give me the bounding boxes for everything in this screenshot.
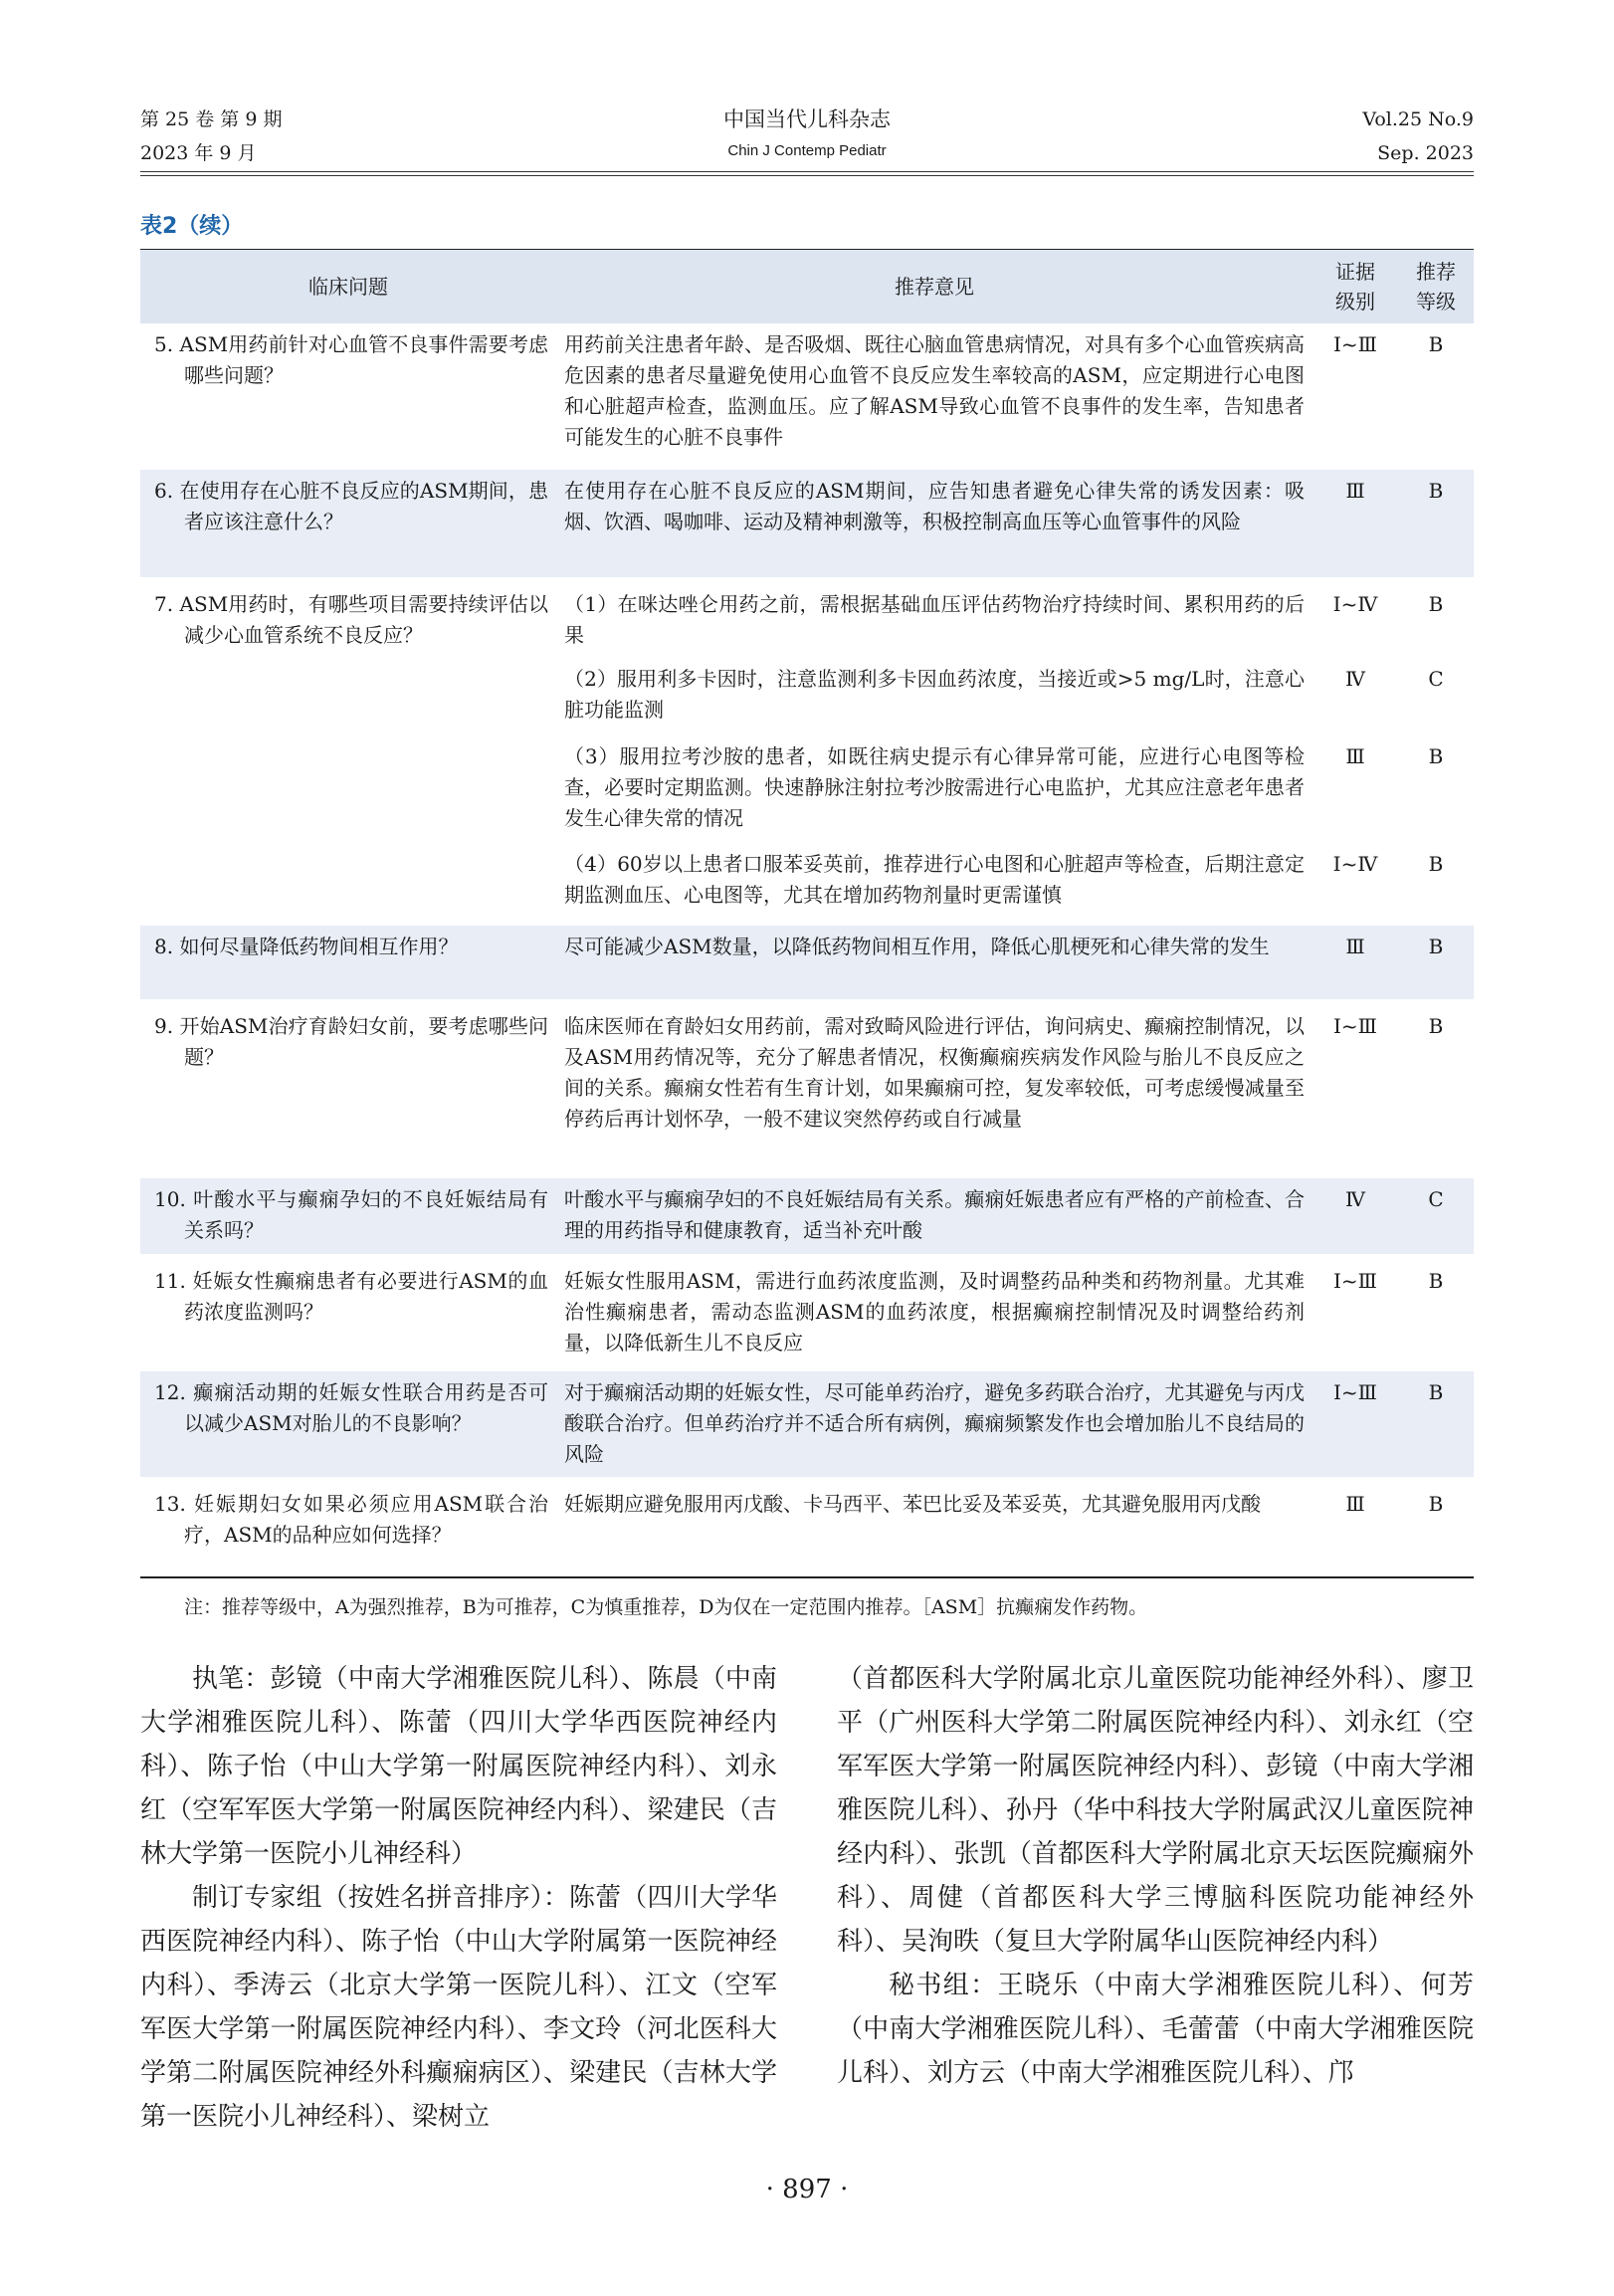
evidence-cell: Ⅲ <box>1345 744 1365 768</box>
evidence-cell: Ⅰ~Ⅲ <box>1312 1002 1398 1175</box>
recommendation-cell: 妊娠女性服用ASM，需进行血药浓度监测，及时调整药品种类和药物剂量。尤其难治性癫痫患者，需动态监测ASM的血药浓度，根据癫痫控制情况及时调整给药剂量，以降低新生儿不良反应 <box>556 1257 1312 1368</box>
question-cell: 12. 癫痫活动期的妊娠女性联合用药是否可以减少ASM对胎儿的不良影响？ <box>154 1380 548 1435</box>
evidence-cell: Ⅰ~Ⅲ <box>1333 332 1377 356</box>
table-row <box>140 323 1474 467</box>
evidence-cell: Ⅰ~Ⅲ <box>1312 1368 1398 1480</box>
table-row <box>140 1480 1474 1560</box>
question-cell: 11. 妊娠女性癫痫患者有必要进行ASM的血药浓度监测吗？ <box>154 1269 548 1324</box>
header-grade: 推荐 等级 <box>1398 250 1474 323</box>
table-row <box>140 580 1474 658</box>
header-rule <box>140 171 1474 172</box>
grade-cell: B <box>1398 580 1474 658</box>
grade-cell: B <box>1398 1480 1474 1560</box>
table-row <box>140 1257 1474 1368</box>
secretariat-paragraph: 秘书组：王晓乐（中南大学湘雅医院儿科）、何芳（中南大学湘雅医院儿科）、毛蕾蕾（中南大学湘雅医院儿科）、刘方云（中南大学湘雅医院儿科）、邝 <box>837 1971 1474 2088</box>
recommendation-cell: 叶酸水平与癫痫孕妇的不良妊娠结局有关系。癫痫妊娠患者应有严格的产前检查、合理的用药指导和健康教育，适当补充叶酸 <box>556 1175 1312 1257</box>
expert-group-continued: （首都医科大学附属北京儿童医院功能神经外科）、廖卫平（广州医科大学第二附属医院神经内科）、刘永红（空军军医大学第一附属医院神经内科）、彭镜（中南大学湘雅医院儿科）、孙丹（华中科技大学附属武汉儿童医院神经内科）、张凯（首都医科大学附属北京天坛医院癫痫外科）、周健（首都医科大学三博脑科医院功能神经外科）、吴洵昳（复旦大学附属华山医院神经内科） <box>837 1664 1474 1957</box>
recommendation-cell: 尽可能减少ASM数量，以降低药物间相互作用，降低心肌梗死和心律失常的发生 <box>556 923 1312 1002</box>
evidence-cell: Ⅳ <box>1312 1175 1398 1257</box>
authors-paragraph: 执笔：彭镜（中南大学湘雅医院儿科）、陈晨（中南大学湘雅医院儿科）、陈蕾（四川大学华西医院神经内科）、陈子怡（中山大学第一附属医院神经内科）、刘永红（空军军医大学第一附属医院神经内科）、梁建民（吉林大学第一医院小儿神经科） <box>140 1664 777 1869</box>
question-cell: 10. 叶酸水平与癫痫孕妇的不良妊娠结局有关系吗？ <box>154 1187 548 1242</box>
grade-cell: C <box>1398 1175 1474 1257</box>
evidence-cell: Ⅳ <box>1345 667 1365 691</box>
recommendation-cell: （4）60岁以上患者口服苯妥英前，推荐进行心电图和心脏超声等检查，后期注意定期监测血压、心电图等，尤其在增加药物剂量时更需谨慎 <box>564 852 1305 907</box>
evidence-cell: Ⅲ <box>1312 467 1398 580</box>
table-row <box>140 467 1474 580</box>
recommendation-cell: （3）服用拉考沙胺的患者，如既往病史提示有心律异常可能，应进行心电图等检查，必要时定期监测。快速静脉注射拉考沙胺需进行心电监护，尤其应注意老年患者发生心律失常的情况 <box>564 744 1305 830</box>
body-right-column <box>837 1657 1474 2095</box>
question-cell: 8. 如何尽量降低药物间相互作用？ <box>154 935 459 958</box>
evidence-cell: Ⅰ~Ⅲ <box>1312 1257 1398 1368</box>
recommendation-cell: 妊娠期应避免服用丙戊酸、卡马西平、苯巴比妥及苯妥英，尤其避免服用丙戊酸 <box>556 1480 1312 1560</box>
recommendation-cell: （2）服用利多卡因时，注意监测利多卡因血药浓度，当接近或>5 mg/L时，注意心脏功能监测 <box>564 667 1305 722</box>
journal-title-en: Chin J Contemp Pediatr <box>727 142 887 159</box>
journal-title: 中国当代儿科杂志 <box>723 107 891 131</box>
recommendation-cell: 在使用存在心脏不良反应的ASM期间，应告知患者避免心律失常的诱发因素：吸烟、饮酒、喝咖啡、运动及精神刺激等，积极控制高血压等心血管事件的风险 <box>556 467 1312 580</box>
evidence-cell: Ⅲ <box>1312 1480 1398 1560</box>
recommendation-table <box>140 250 1474 1560</box>
question-cell: 9. 开始ASM治疗育龄妇女前，要考虑哪些问题？ <box>154 1014 548 1069</box>
header-recommendation: 推荐意见 <box>556 250 1312 323</box>
grade-cell: C <box>1428 667 1444 691</box>
header-rule-thin <box>140 175 1474 176</box>
question-cell: 7. ASM用药时，有哪些项目需要持续评估以减少心血管系统不良反应？ <box>154 592 548 647</box>
grade-cell: B <box>1428 332 1444 356</box>
table-row <box>140 923 1474 1002</box>
recommendation-cell: 对于癫痫活动期的妊娠女性，尽可能单药治疗，避免多药联合治疗，尤其避免与丙戊酸联合治疗。但单药治疗并不适合所有病例，癫痫频繁发作也会增加胎儿不良结局的风险 <box>556 1368 1312 1480</box>
journal-date: 2023 年 9 月 <box>140 142 257 164</box>
grade-cell: B <box>1398 1368 1474 1480</box>
grade-cell: B <box>1428 744 1444 768</box>
expert-group-paragraph: 制订专家组（按姓名拼音排序）：陈蕾（四川大学华西医院神经内科）、陈子怡（中山大学附属第一医院神经内科）、季涛云（北京大学第一医院儿科）、江文（空军军医大学第一附属医院神经内科）、李文玲（河北医科大学第二附属医院神经外科癫痫病区）、梁建民（吉林大学第一医院小儿神经科）、梁树立 <box>140 1883 777 2132</box>
grade-cell: B <box>1398 1257 1474 1368</box>
header-evidence: 证据 级别 <box>1312 250 1398 323</box>
grade-cell: B <box>1398 467 1474 580</box>
table-bottom-rule <box>140 1576 1474 1578</box>
grade-cell: B <box>1398 1002 1474 1175</box>
question-cell: 13. 妊娠期妇女如果必须应用ASM联合治疗，ASM的品种应如何选择？ <box>154 1492 548 1547</box>
grade-cell: B <box>1428 852 1444 876</box>
table-row <box>140 1368 1474 1480</box>
evidence-cell: Ⅰ~Ⅳ <box>1312 580 1398 658</box>
body-left-column <box>140 1657 777 2139</box>
table-row <box>140 1002 1474 1175</box>
grade-cell: B <box>1398 923 1474 1002</box>
journal-date-en: Sep. 2023 <box>1377 142 1474 164</box>
header-question: 临床问题 <box>140 250 556 323</box>
question-cell: 6. 在使用存在心脏不良反应的ASM期间，患者应该注意什么？ <box>154 479 548 533</box>
recommendation-cell: （1）在咪达唑仑用药之前，需根据基础血压评估药物治疗持续时间、累积用药的后果 <box>556 580 1312 658</box>
journal-volume-issue: 第 25 卷 第 9 期 <box>140 108 283 130</box>
journal-vol-en: Vol.25 No.9 <box>1362 108 1474 130</box>
table-title: 表2（续） <box>140 214 244 239</box>
table-note: 注：推荐等级中，A为强烈推荐，B为可推荐，C为慎重推荐，D为仅在一定范围内推荐。［ASM］抗癫痫发作药物。 <box>184 1596 1148 1618</box>
question-cell: 5. ASM用药前针对心血管不良事件需要考虑哪些问题？ <box>154 332 548 387</box>
evidence-cell: Ⅲ <box>1312 923 1398 1002</box>
page-number: · 897 · <box>765 2175 849 2204</box>
evidence-cell: Ⅰ~Ⅳ <box>1332 852 1378 876</box>
table-row <box>140 1175 1474 1257</box>
recommendation-cell: 临床医师在育龄妇女用药前，需对致畸风险进行评估，询问病史、癫痫控制情况，以及ASM用药情况等，充分了解患者情况，权衡癫痫疾病发作风险与胎儿不良反应之间的关系。癫痫女性若有生育计划，如果癫痫可控，复发率较低，可考虑缓慢减量至停药后再计划怀孕，一般不建议突然停药或自行减量 <box>556 1002 1312 1175</box>
recommendation-cell: 用药前关注患者年龄、是否吸烟、既往心脑血管患病情况，对具有多个心血管疾病高危因素的患者尽量避免使用心血管不良反应发生率较高的ASM，应定期进行心电图和心脏超声检查，监测血压。应了解ASM导致心血管不良事件的发生率，告知患者可能发生的心脏不良事件 <box>564 332 1305 449</box>
